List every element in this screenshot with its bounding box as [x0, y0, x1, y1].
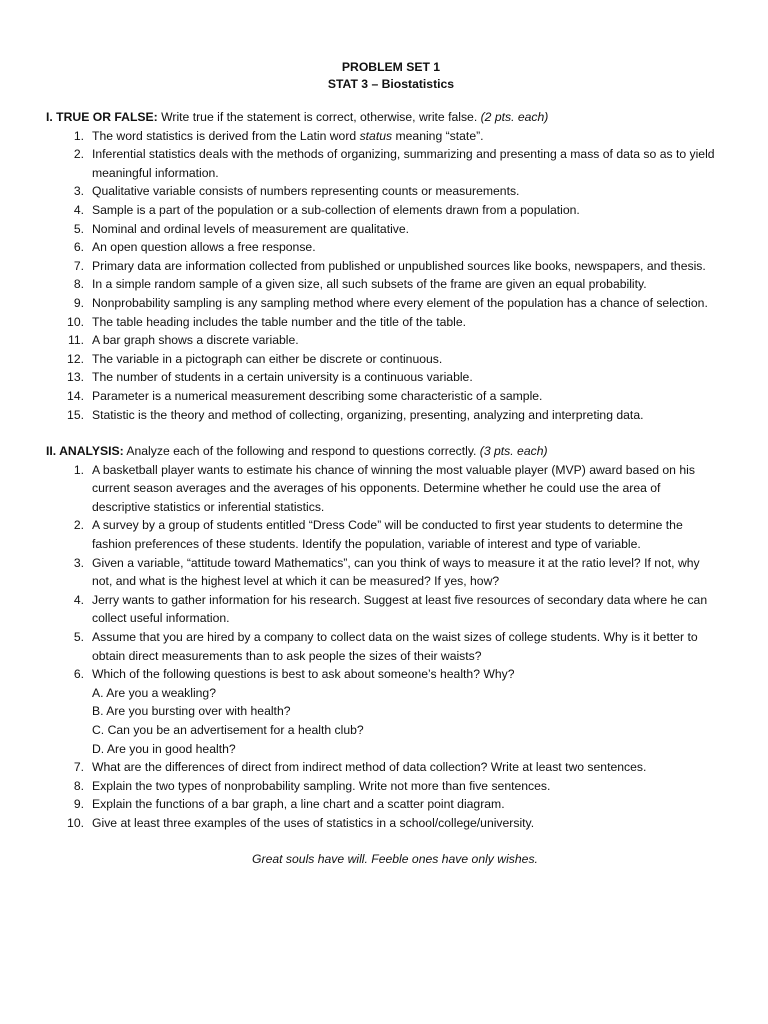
- list-item: [46, 275, 718, 294]
- list-item: [46, 387, 718, 406]
- item-text: Parameter is a numerical measurement describing some characteristic of a sample.: [92, 388, 543, 403]
- item-text: Inferential statistics deals with the methods of organizing, summarizing and presenting a mass of data so as to yield meaningful information.: [92, 147, 715, 180]
- item-text: Nominal and ordinal levels of measurement are qualitative.: [92, 221, 410, 236]
- item-text-italic: status: [359, 128, 393, 143]
- item-text: Give at least three examples of the uses of statistics in a school/college/university.: [92, 815, 535, 830]
- item-number: 5.: [73, 221, 84, 236]
- item-text: Explain the functions of a bar graph, a line chart and a scatter point diagram.: [92, 797, 505, 812]
- list-item: [46, 201, 718, 220]
- answer-option: B. Are you bursting over with health?: [92, 704, 291, 719]
- section-2-points: (3 pts. each): [479, 444, 548, 459]
- analysis-list: [46, 461, 718, 833]
- answer-option: A. Are you a weakling?: [92, 685, 216, 700]
- item-number: 6.: [73, 667, 84, 682]
- answer-option: D. Are you in good health?: [92, 741, 236, 756]
- item-number: 13.: [67, 370, 84, 385]
- section-1-heading: [46, 108, 718, 127]
- closing-quote: Great souls have will. Feeble ones have only wishes.: [252, 851, 538, 866]
- list-item: [46, 758, 718, 777]
- list-item: [46, 313, 718, 332]
- page-title: PROBLEM SET 1: [341, 60, 441, 74]
- list-item: [46, 331, 718, 350]
- list-item: [46, 406, 718, 425]
- section-2-label: II. ANALYSIS:: [46, 444, 124, 459]
- item-number: 9.: [73, 295, 84, 310]
- item-text-part: meaning “state”.: [392, 128, 484, 143]
- section-2-heading: [46, 442, 718, 461]
- item-number: 8.: [73, 778, 84, 793]
- item-number: 7.: [73, 760, 84, 775]
- item-number: 2.: [73, 518, 84, 533]
- item-text: What are the differences of direct from indirect method of data collection? Write at least two sentences.: [92, 760, 647, 775]
- item-number: 9.: [73, 797, 84, 812]
- answer-option: C. Can you be an advertisement for a health club?: [92, 723, 364, 737]
- item-number: 2.: [73, 147, 84, 162]
- item-text: An open question allows a free response.: [92, 240, 316, 255]
- item-number: 14.: [67, 388, 84, 403]
- page-subtitle: STAT 3 – Biostatistics: [327, 77, 455, 91]
- list-item: [46, 795, 718, 814]
- list-item: [46, 182, 718, 201]
- item-text: Sample is a part of the population or a sub-collection of elements drawn from a population.: [92, 202, 580, 217]
- list-item: [46, 145, 718, 182]
- item-number: 10.: [67, 815, 84, 830]
- item-number: 3.: [73, 184, 84, 199]
- list-item: [46, 591, 718, 628]
- list-item: [46, 257, 718, 276]
- item-text: The table heading includes the table number and the title of the table.: [92, 314, 467, 329]
- item-number: 6.: [73, 240, 84, 255]
- item-number: 5.: [73, 630, 84, 645]
- list-item: [46, 814, 718, 833]
- item-number: 8.: [73, 277, 84, 292]
- section-1-instruction: Write true if the statement is correct, otherwise, write false.: [157, 110, 481, 124]
- item-text: Primary data are information collected from published or unpublished sources like books, newspapers, and thesis.: [92, 258, 706, 273]
- item-text-part: The word statistics is derived from the Latin word: [92, 128, 360, 143]
- item-text: Given a variable, “attitude toward Mathematics”, can you think of ways to measure it at the ratio level? If not, why not, and what is the highest level at which it can be measured? If yes, how?: [92, 555, 700, 589]
- item-text: A bar graph shows a discrete variable.: [92, 333, 299, 348]
- true-false-list: [46, 127, 718, 425]
- item-number: 1.: [73, 462, 84, 477]
- item-text: Qualitative variable consists of numbers representing counts or measurements.: [92, 184, 520, 199]
- item-number: 4.: [73, 202, 84, 217]
- item-number: 1.: [73, 128, 84, 143]
- item-text: The number of students in a certain university is a continuous variable.: [92, 370, 473, 385]
- item-number: 15.: [67, 407, 84, 422]
- list-item: [46, 516, 718, 553]
- list-item: [46, 461, 718, 517]
- list-item: [46, 368, 718, 387]
- item-text: In a simple random sample of a given size, all such subsets of the frame are given an equal probability.: [92, 277, 647, 292]
- section-2-instruction: Analyze each of the following and respond to questions correctly.: [123, 444, 480, 459]
- item-number: 3.: [73, 555, 84, 570]
- list-item: [46, 628, 718, 665]
- list-item: [46, 238, 718, 257]
- item-text: Nonprobability sampling is any sampling method where every element of the population has a chance of selection.: [92, 295, 708, 310]
- item-text: Statistic is the theory and method of collecting, organizing, presenting, analyzing and interpreting data.: [92, 407, 644, 422]
- list-item: [46, 777, 718, 796]
- item-text: A survey by a group of students entitled “Dress Code” will be conducted to first year students to determine the fashion preferences of these students. Identify the population, variable of interest and type of variable.: [92, 518, 683, 552]
- list-item: [46, 350, 718, 369]
- item-number: 11.: [67, 333, 84, 348]
- item-text: Explain the two types of nonprobability sampling. Write not more than five sentences.: [92, 778, 551, 793]
- item-number: 4.: [73, 592, 84, 607]
- item-text: A basketball player wants to estimate his chance of winning the most valuable player (MVP) award based on his current season averages and the averages of his opponents. Determine whether he could use the area of descriptive statistics or inferential statistics.: [92, 462, 695, 514]
- item-number: 10.: [67, 314, 84, 329]
- section-1-label: I. TRUE OR FALSE:: [46, 110, 158, 124]
- item-number: 7.: [73, 258, 84, 273]
- list-item: [46, 294, 718, 313]
- item-text: The variable in a pictograph can either be discrete or continuous.: [92, 351, 443, 366]
- item-text: Which of the following questions is best to ask about someone’s health? Why?: [92, 667, 515, 682]
- list-item: [46, 127, 718, 146]
- list-item: [46, 554, 718, 591]
- list-item: [46, 665, 718, 758]
- item-text: Assume that you are hired by a company to collect data on the waist sizes of college students. Why is it better to obtain direct measurements than to ask people the sizes of their waists?: [92, 630, 698, 663]
- item-text: Jerry wants to gather information for his research. Suggest at least five resources of secondary data where he can collect useful information.: [92, 592, 708, 626]
- section-1-points: (2 pts. each): [480, 110, 549, 124]
- list-item: [46, 220, 718, 239]
- item-number: 12.: [67, 351, 84, 366]
- document-header: [64, 59, 718, 93]
